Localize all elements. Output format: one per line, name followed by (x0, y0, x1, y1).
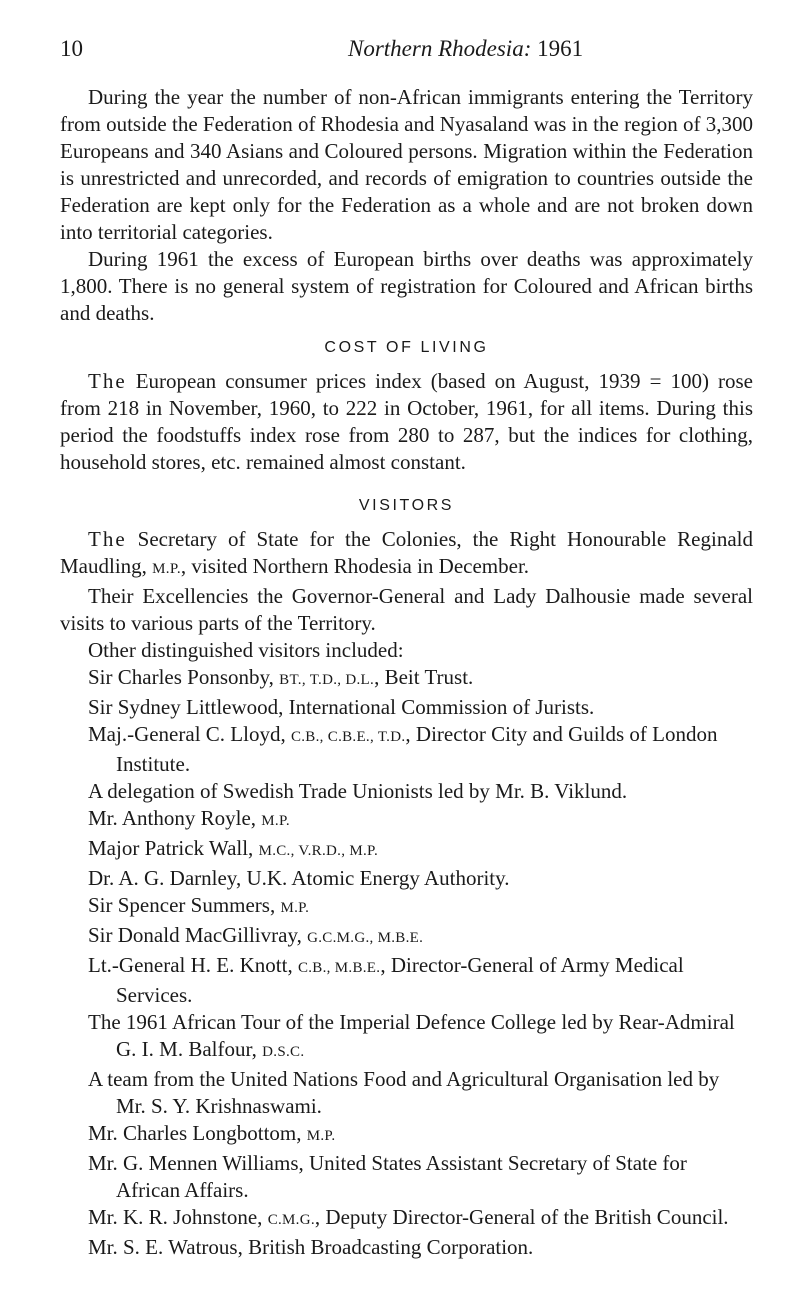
visitor-detail: , Director-General of Army Medical Services. (116, 953, 684, 1007)
running-title (348, 36, 583, 62)
visitor-name: Major Patrick Wall, (88, 836, 259, 860)
visitor-name: Mr. G. Mennen Williams, United States Assistant Secretary of State for African Affairs. (88, 1151, 687, 1202)
visitor-name: Lt.-General H. E. Knott, (88, 953, 298, 977)
visitors-lead: The (88, 527, 127, 551)
visitor-name: A team from the United Nations Food and Agricultural Organisation led by Mr. S. Y. Krishnaswami. (88, 1067, 720, 1118)
section-heading-cost-of-living: COST OF LIVING (324, 339, 489, 356)
visitor-detail: , Deputy Director-General of the British Council. (314, 1205, 729, 1229)
list-item (60, 865, 753, 892)
visitors-paragraph-others: Other distinguished visitors included: (88, 638, 404, 662)
cost-of-living-lead: The (88, 369, 127, 393)
page-number: 10 (60, 36, 83, 61)
running-title-text: Northern Rhodesia: (348, 36, 532, 61)
list-item (60, 835, 753, 865)
visitor-name: Mr. S. E. Watrous, British Broadcasting Corporation. (88, 1235, 534, 1259)
page-header (60, 36, 750, 66)
visitor-name: Dr. A. G. Darnley, U.K. Atomic Energy Authority. (88, 866, 510, 890)
cost-of-living-paragraph (60, 368, 753, 476)
list-item (60, 1234, 753, 1261)
visitor-name: Sir Donald MacGillivray, (88, 923, 308, 947)
list-item (60, 778, 753, 805)
visitor-name: Mr. K. R. Johnstone, (88, 1205, 268, 1229)
visitor-honours: C.B., C.B.E., T.D. (290, 729, 406, 745)
visitor-name: Sir Sydney Littlewood, International Commission of Jurists. (88, 695, 595, 719)
visitors-paragraph-governor: Their Excellencies the Governor-General and Lady Dalhousie made several visits to various parts of the Territory. (60, 584, 753, 635)
intro-paragraph-immigration: During the year the number of non-African immigrants entering the Territory from outside the Federation of Rhodesia and Nyasaland was in the region of 3,300 Europeans and 340 Asians and Coloured persons. Migration within the Federation is unrestricted and unrecorded, and records of emigration to countries outside the Federation are kept only for the Federation as a whole and are not broken down into territorial categories. (60, 85, 753, 244)
list-item (60, 1066, 753, 1120)
visitors-secretary-end: , visited Northern Rhodesia in December. (180, 554, 530, 578)
visitors-secretary-honours: M.P. (152, 561, 181, 577)
visitor-honours: D.S.C. (262, 1044, 305, 1060)
visitor-name: Maj.-General C. Lloyd, (88, 722, 291, 746)
visitor-honours: M.P. (261, 813, 290, 829)
list-item (60, 952, 753, 1009)
cost-of-living-text: European consumer prices index (based on August, 1939 = 100) rose from 218 in November, 1960, to 222 in October, 1961, for all items. During this period the foodstuffs index rose from 280 to 287, but the indices for clothing, household stores, etc. remained almost constant. (60, 369, 753, 474)
list-item (60, 922, 753, 952)
visitor-honours: C.M.G. (267, 1212, 315, 1228)
list-item (60, 805, 753, 835)
visitors-list (60, 664, 753, 1261)
visitors-secretary-text: Secretary of State for the Colonies, the Right Honourable Reginald Maudling, (60, 527, 753, 578)
list-item (60, 1150, 753, 1204)
visitor-name: Sir Charles Ponsonby, (88, 665, 280, 689)
visitor-name: The 1961 African Tour of the Imperial Defence College led by Rear-Admiral G. I. M. Balfour, (88, 1010, 735, 1061)
list-item (60, 664, 753, 694)
intro-paragraph-births: During 1961 the excess of European births over deaths was approximately 1,800. There is no general system of registration for Coloured and African births and deaths. (60, 247, 753, 325)
visitor-name: A delegation of Swedish Trade Unionists led by Mr. B. Viklund. (88, 779, 628, 803)
list-item (60, 1009, 753, 1066)
visitor-detail: , Beit Trust. (374, 665, 474, 689)
visitor-honours: M.P. (306, 1128, 336, 1144)
section-heading-visitors: VISITORS (358, 497, 455, 514)
visitor-honours: C.B., M.B.E. (297, 960, 381, 976)
visitor-honours: BT., T.D., D.L. (279, 672, 375, 688)
list-item (60, 892, 753, 922)
visitors-paragraph-secretary (60, 526, 753, 583)
visitor-name: Sir Spencer Summers, (88, 893, 281, 917)
list-item (60, 1204, 753, 1234)
list-item (60, 694, 753, 721)
visitor-honours: M.P. (280, 900, 310, 916)
visitor-detail: , Director City and Guilds of London Institute. (116, 722, 718, 776)
page-body (60, 84, 753, 1261)
list-item (60, 1120, 753, 1150)
running-title-year: 1961 (537, 36, 584, 61)
visitor-honours: G.C.M.G., M.B.E. (307, 930, 424, 946)
visitor-name: Mr. Charles Longbottom, (88, 1121, 307, 1145)
list-item (60, 721, 753, 778)
visitor-honours: M.C., V.R.D., M.P. (258, 843, 379, 859)
visitor-name: Mr. Anthony Royle, (88, 806, 262, 830)
